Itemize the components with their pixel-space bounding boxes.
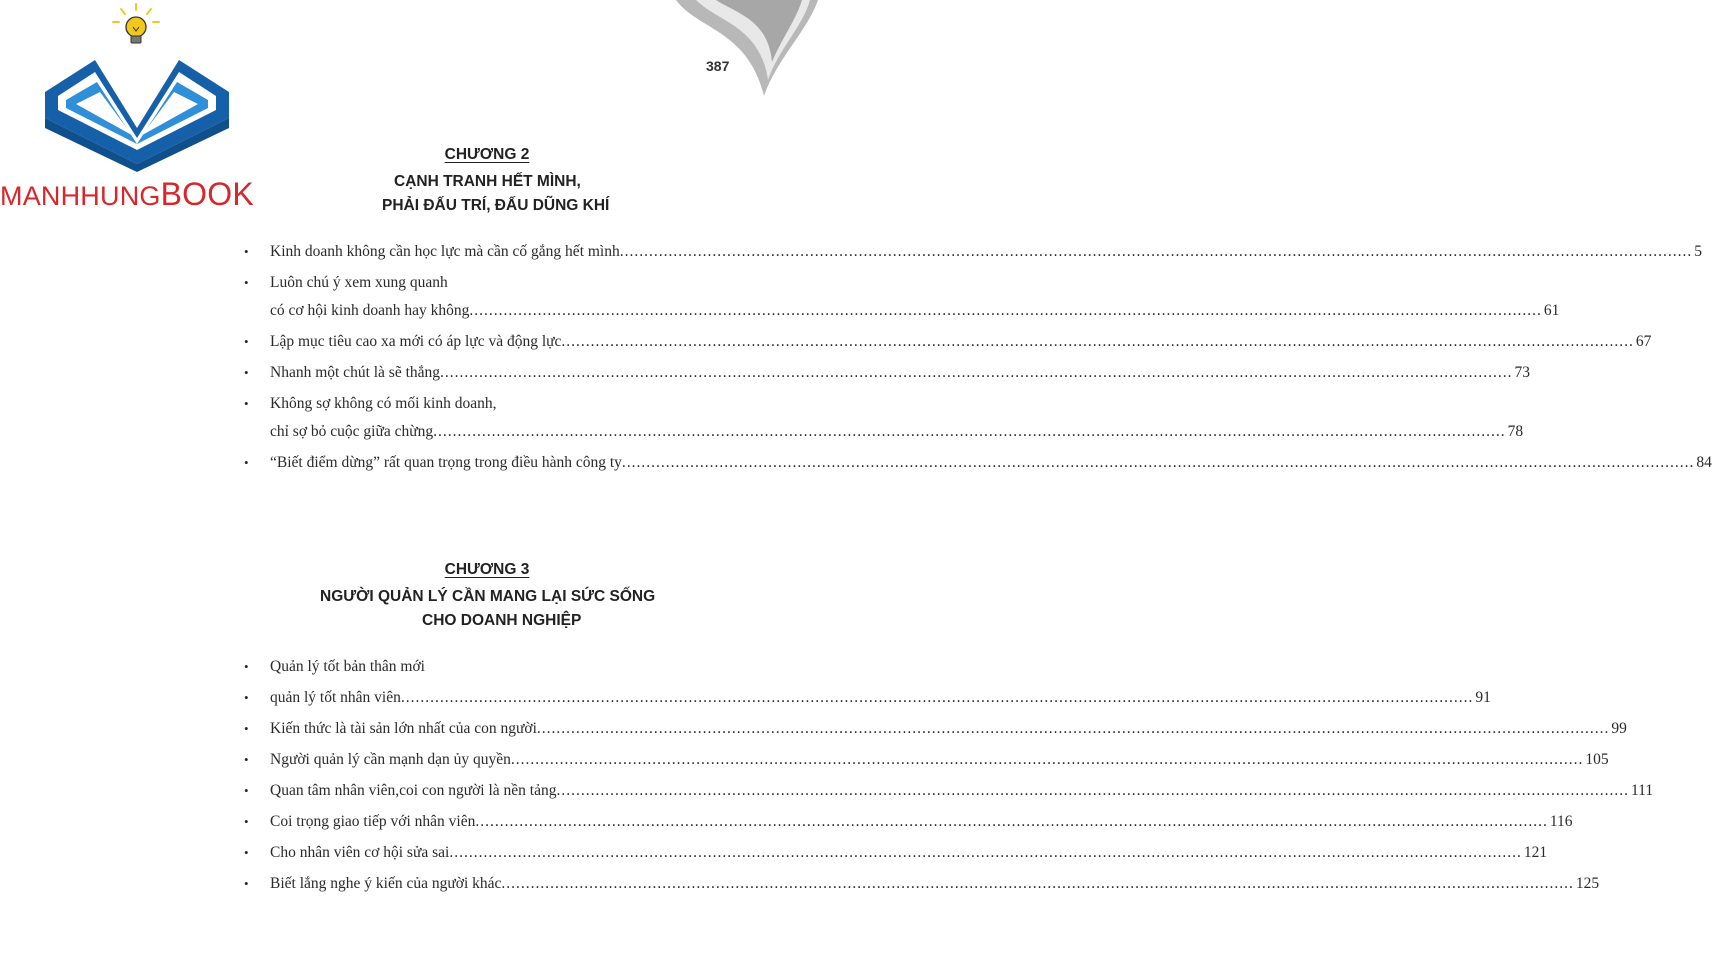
toc-entry — [232, 238, 1702, 266]
toc-page-number: 105 — [1585, 751, 1609, 768]
chapter-title-line: CẠNH TRANH HẾT MÌNH, — [394, 173, 581, 190]
toc-entry-title: Cho nhân viên cơ hội sửa sai — [270, 844, 450, 861]
bullet-icon: • — [244, 275, 249, 290]
bullet-icon: • — [244, 876, 249, 891]
bullet-icon: • — [244, 845, 249, 860]
toc-entry — [232, 449, 1712, 477]
toc-entry-title: có cơ hội kinh doanh hay không — [270, 302, 470, 319]
toc-entry-title: Kiến thức là tài sản lớn nhất của con người — [270, 720, 537, 737]
toc-entry-title: Nhanh một chút là sẽ thắng — [270, 364, 441, 381]
toc-entry — [232, 746, 1609, 774]
toc-entry-title: “Biết điểm dừng” rất quan trọng trong điều hành công ty — [270, 454, 622, 471]
toc-entry-title: Luôn chú ý xem xung quanh — [270, 274, 448, 291]
dot-leader: ............................................................................................................................................................................................................................ — [619, 243, 1693, 260]
bullet-icon: • — [244, 244, 249, 259]
toc-entry — [232, 870, 1600, 898]
dot-leader: ............................................................................................................................................................................................................................ — [501, 875, 1574, 892]
bullet-icon: • — [244, 783, 249, 798]
toc-page-number: 116 — [1549, 813, 1573, 830]
dot-leader: ............................................................................................................................................................................................................................ — [469, 302, 1542, 319]
bullet-icon: • — [244, 365, 249, 380]
toc-entry — [232, 390, 1524, 446]
dot-leader: ............................................................................................................................................................................................................................ — [433, 423, 1506, 440]
bullet-icon: • — [244, 334, 249, 349]
toc-page-number: 99 — [1611, 720, 1627, 737]
dot-leader: ............................................................................................................................................................................................................................ — [556, 782, 1629, 799]
dot-leader: ............................................................................................................................................................................................................................ — [621, 454, 1695, 471]
toc-entry — [232, 269, 1560, 325]
brand-wordmark: MANHHUNGBOOK — [0, 176, 254, 212]
chapter-title-line: NGƯỜI QUẢN LÝ CẦN MANG LẠI SỨC SỐNG — [320, 588, 656, 605]
chapter-label: CHƯƠNG 2 — [444, 146, 530, 163]
dot-leader: ............................................................................................................................................................................................................................ — [536, 720, 1610, 737]
toc-page-number: 111 — [1630, 782, 1654, 799]
dot-leader: ............................................................................................................................................................................................................................ — [449, 844, 1522, 861]
toc-page-number: 67 — [1635, 333, 1652, 350]
chapter-title-line: CHO DOANH NGHIỆP — [422, 612, 582, 629]
toc-entry-title: Không sợ không có mối kinh doanh, — [270, 395, 497, 412]
toc-entry-title: Coi trọng giao tiếp với nhân viên — [270, 813, 476, 830]
bullet-icon: • — [244, 659, 249, 674]
dot-leader: ............................................................................................................................................................................................................................ — [440, 364, 1513, 381]
toc-entry — [232, 359, 1531, 387]
bullet-icon: • — [244, 721, 249, 736]
toc-entry — [232, 328, 1652, 356]
toc-page-number: 91 — [1475, 689, 1491, 706]
toc-entry-title: quản lý tốt nhân viên — [270, 689, 401, 706]
chapter-section — [232, 561, 1654, 901]
toc-entry — [232, 777, 1654, 805]
toc-entry-title: Quan tâm nhân viên,coi con người là nền tảng — [270, 782, 557, 799]
chapter-label: CHƯƠNG 3 — [444, 561, 530, 578]
chapter-title-line: PHẢI ĐẤU TRÍ, ĐẤU DŨNG KHÍ — [382, 197, 610, 214]
chapter-title — [232, 170, 742, 218]
bullet-icon: • — [244, 396, 249, 411]
toc-entry-title: Biết lắng nghe ý kiến của người khác — [270, 875, 502, 892]
dot-leader: ............................................................................................................................................................................................................................ — [475, 813, 1548, 830]
toc-entry-title: chỉ sợ bỏ cuộc giữa chừng — [270, 423, 434, 440]
toc-page-number: 73 — [1514, 364, 1531, 381]
bullet-icon: • — [244, 690, 249, 705]
bullet-icon: • — [244, 814, 249, 829]
dot-leader: ............................................................................................................................................................................................................................ — [510, 751, 1584, 768]
toc-entry-title: Kinh doanh không cần học lực mà cần cố gắng hết mình — [270, 243, 620, 260]
toc-entry — [232, 715, 1627, 743]
decorative-swoosh-icon — [668, 0, 818, 100]
toc-list — [232, 653, 1654, 898]
chapter-title — [232, 585, 742, 633]
toc-page-number: 5 — [1694, 243, 1702, 260]
toc-page-number: 78 — [1507, 423, 1524, 440]
toc-entry — [232, 684, 1491, 712]
toc-page-number: 121 — [1523, 844, 1548, 861]
toc-entry — [232, 839, 1548, 867]
toc-entry-title: Quản lý tốt bản thân mới — [270, 658, 425, 675]
dot-leader: ............................................................................................................................................................................................................................ — [561, 333, 1634, 350]
toc-page-number: 61 — [1543, 302, 1560, 319]
bullet-icon: • — [244, 752, 249, 767]
bullet-icon: • — [244, 455, 249, 470]
chapter-section — [232, 146, 1712, 480]
page-number: 387 — [706, 58, 730, 74]
toc-page-number: 125 — [1575, 875, 1600, 892]
toc-entry — [232, 808, 1573, 836]
toc-list — [232, 238, 1712, 477]
toc-entry-title: Lập mục tiêu cao xa mới có áp lực và động lực — [270, 333, 562, 350]
toc-entry-title: Người quản lý cần mạnh dạn ủy quyền — [270, 751, 511, 768]
dot-leader: ............................................................................................................................................................................................................................ — [400, 689, 1474, 706]
toc-entry — [232, 653, 742, 681]
toc-page-number: 84 — [1696, 454, 1712, 471]
